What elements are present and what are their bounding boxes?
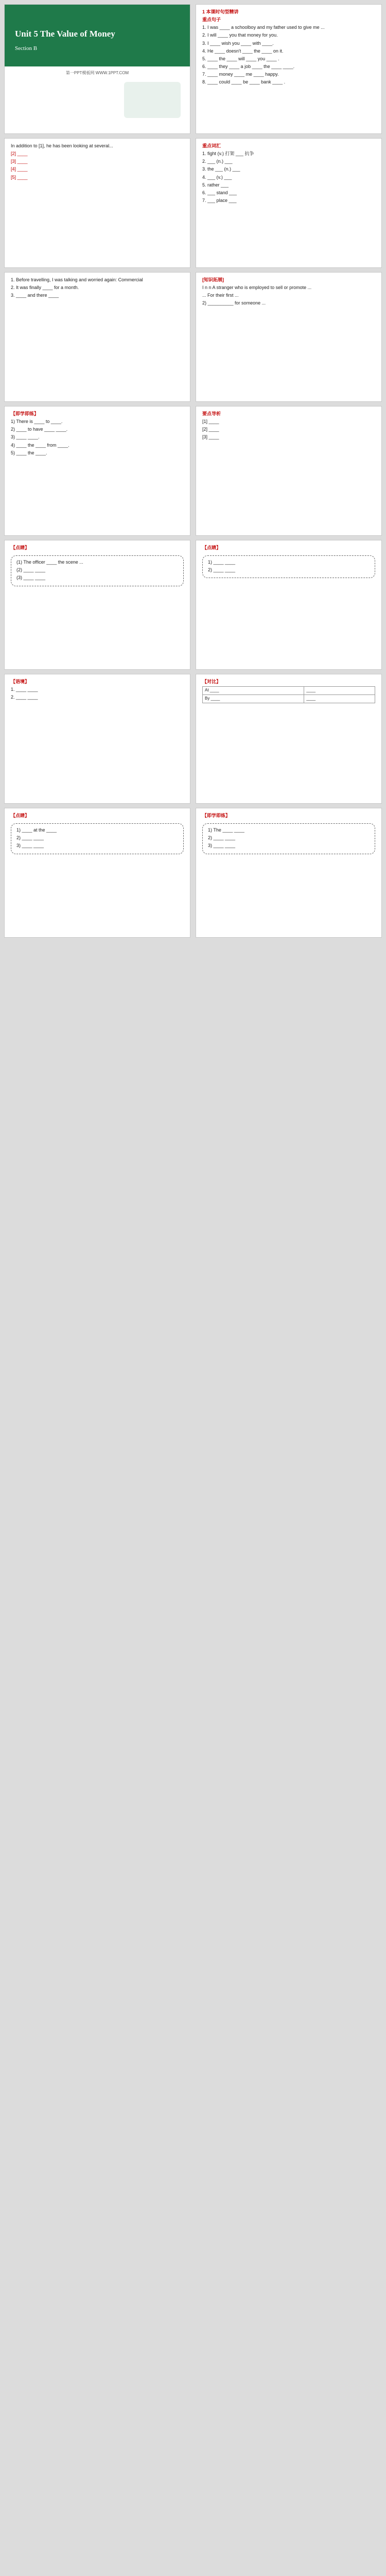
text-line: [1] ____	[202, 419, 219, 425]
table-row	[203, 687, 375, 695]
slide-13	[4, 808, 190, 938]
text-line: 1) The ____ ____	[208, 827, 244, 833]
slide-10	[196, 540, 382, 670]
slide-row	[4, 4, 382, 134]
text-line: 7. ___ place ___	[202, 197, 237, 203]
text-line: 3. I ____ wish you ____ with ____.	[202, 40, 274, 46]
text-line: 1. Before travelling, I was talking and worried again: Commercial	[11, 277, 143, 282]
text-line: 2) __________ for someone ...	[202, 300, 266, 306]
slide-row	[4, 138, 382, 268]
text-line: 5. ____ the ____ will ____ you ____ .	[202, 56, 279, 61]
text-line: 5. rather ___	[202, 182, 229, 188]
slide-12	[196, 674, 382, 804]
text-line: [4] ____	[11, 166, 28, 172]
slide-8	[196, 406, 382, 536]
note-box	[202, 555, 375, 578]
table-cell: At ____	[203, 687, 304, 695]
slide-row	[4, 406, 382, 536]
text-line: I n n A stranger who is employed to sell or promote ...	[202, 285, 312, 291]
slide-tag: 【即学即练】	[11, 411, 39, 416]
slide-9	[4, 540, 190, 670]
text-line: 3. ____ and there ____	[11, 293, 59, 298]
note-box	[202, 823, 375, 854]
slide-tag: 【语境】	[11, 679, 30, 684]
slide-tag: 重点词汇	[202, 143, 221, 148]
slide-row	[4, 808, 382, 938]
text-line: 2) ____ to have ____ ____.	[11, 427, 68, 432]
text-line: 2. ___ (n.) ___	[202, 159, 233, 164]
text-line: 2) ____ ____	[208, 567, 236, 573]
slide-tag: 1 本课时句型精讲	[202, 9, 239, 14]
text-line: 1) ____ ____	[208, 560, 236, 565]
text-line: 2. ____ ____	[11, 694, 38, 700]
text-line: 6. ___ stand ___	[202, 190, 237, 195]
slide-11	[4, 674, 190, 804]
text-line: 4. He ____ doesn't ____ the ____ on it.	[202, 48, 284, 54]
text-line: [知识拓展]	[202, 277, 224, 282]
slide-tag: 【对比】	[202, 679, 221, 684]
text-line: [2] ____	[202, 427, 219, 432]
cover-decoration	[124, 82, 181, 118]
text-line: 4. ___ (v.) ___	[202, 174, 232, 180]
text-line: 3) ____ ____	[16, 843, 44, 849]
cover-section: Section B	[15, 45, 38, 52]
text-line: 1) There is ____ to ____.	[11, 419, 63, 425]
text-line: 5) ____ the ____.	[11, 450, 47, 455]
cover-title: Unit 5 The Value of Money	[15, 29, 115, 39]
cover-website: 第一PPT模板网 WWW.1PPT.COM	[65, 71, 129, 75]
slide-7	[4, 406, 190, 536]
slide-tag: 要点导析	[202, 411, 221, 416]
slide-tag: 【点睛】	[11, 813, 30, 818]
text-line: [5] ____	[11, 174, 28, 180]
cover-slide	[4, 4, 190, 134]
note-box	[11, 555, 184, 586]
text-line: 1. I was ____ a schoolboy and my father used to give me ...	[202, 25, 325, 30]
text-line: 7. ____ money ____ me ____ happy.	[202, 72, 279, 77]
table-cell: ____	[304, 694, 375, 703]
text-line: 1. ____ ____	[11, 687, 38, 692]
text-line: (3) ____ ____	[16, 575, 46, 581]
text-line: 1. fight (v.) 打架 ___ 抗争	[202, 151, 254, 157]
text-line: 3. the ___ (n.) ___	[202, 166, 240, 172]
table-row	[203, 694, 375, 703]
slide-row	[4, 272, 382, 402]
slide-row	[4, 540, 382, 670]
text-line: 3) ____ ____	[208, 843, 236, 849]
text-line: 1) ____ at the ____	[16, 827, 57, 833]
comparison-table	[202, 686, 375, 703]
text-line: 2) ____ ____	[16, 835, 44, 841]
text-line: 6. ____ they ____ a job ____ the ____ ____.	[202, 63, 295, 69]
text-line: ... For their first ...	[202, 293, 239, 298]
text-line: [2] ____	[11, 151, 28, 157]
text-line: In addition to [1], he has been looking at several...	[11, 143, 113, 148]
slide-3	[4, 138, 190, 268]
slide-tag: 【即学即练】	[202, 813, 231, 818]
text-line: 8. ____ could ____ be ____ bank ____ .	[202, 79, 286, 85]
text-line: (1) The officer ____ the scene ...	[16, 560, 83, 565]
slide-4	[196, 138, 382, 268]
slide-row	[4, 674, 382, 804]
slide-5	[4, 272, 190, 402]
table-cell: By ____	[203, 694, 304, 703]
slide-6	[196, 272, 382, 402]
text-line: 3) ____ ____.	[11, 434, 40, 440]
note-box	[11, 823, 184, 854]
table-cell: ____	[304, 687, 375, 695]
text-line: 2) ____ ____	[208, 835, 236, 841]
text-line: 2. I will ____ you that money for you.	[202, 32, 278, 38]
text-line: 4) ____ the ____ from ____.	[11, 442, 69, 448]
slide-tag: 【点睛】	[11, 545, 30, 550]
text-line: [3] ____	[202, 434, 219, 440]
text-line: 2. It was finally ____ for a month.	[11, 285, 79, 291]
text-line: 重点句子	[202, 17, 221, 23]
text-line: (2) ____ ____	[16, 567, 46, 573]
text-line: [3] ____	[11, 159, 28, 164]
slide-14	[196, 808, 382, 938]
slide-tag: 【点睛】	[202, 545, 221, 550]
slide-2	[196, 4, 382, 134]
